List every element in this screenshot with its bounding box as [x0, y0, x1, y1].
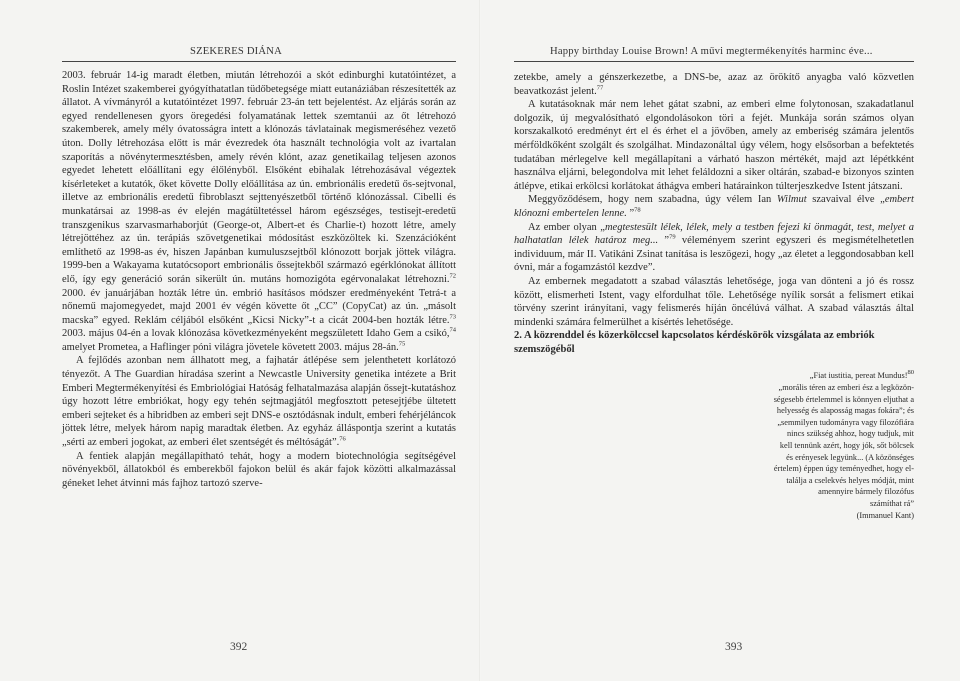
- right-p4-mid: ”: [658, 235, 670, 247]
- right-running-head: Happy birthday Louise Brown! A művi megtermékenyítés harminc éve...: [550, 46, 873, 57]
- right-paragraph-5: Az embernek megadatott a szabad választás lehetősége, joga van dönteni a jó és rossz között, elismerheti Istent, vagy elfordulhat tőle. Lehetősége nyílik sorsát a felismert etikai törvény szerint irányítani, vagy felismerés híján öncélúvá válhat. A szabad választás által mindenki számára felmerülhet a kísértés lehetősége.: [514, 275, 914, 328]
- footnote-ref-72: 72: [449, 272, 456, 280]
- left-p1-text-4: amelyet Prometea, a Haflinger póni világra jövetele követett 2003. május 28-án.: [62, 341, 399, 353]
- left-p3-text: A fentiek alapján megállapítható tehát, hogy a modern biotechnológia segítségével növényekből, állatokból és emberekből fajokon belül és akár fajok közötti alkalmazással géneket lehet átvinni más fajhoz tartozó szerve-: [62, 450, 456, 489]
- soul-quote: megtestesült lélek, lélek, mely a testben fejezi ki önmagát, test, melyet a halhatatlan lélek határoz meg...: [514, 221, 914, 247]
- left-header-rule: [62, 61, 456, 62]
- motto-line: „morális téren az emberi ész a legközön-: [778, 383, 914, 393]
- footnote-ref-77: 77: [596, 84, 604, 92]
- left-running-head: SZEKERES DIÁNA: [190, 46, 282, 57]
- right-body-text: [514, 71, 914, 521]
- footnote-ref-79: 79: [669, 233, 676, 241]
- kant-motto: [514, 370, 914, 521]
- footnote-ref-80: 80: [907, 369, 914, 377]
- footnote-ref-78: 78: [634, 206, 641, 214]
- right-header-rule: [514, 61, 914, 62]
- left-p2-text: A fejlődés azonban nem állhatott meg, a fajhatár átlépése sem jelenthetett korlátozó tényezőt. A The Guardian híradása szerint a Newcastle University genetika intézete a Brit Emberi Megtermékenyítési és Embriológiai Hatóság felhatalmazása alapján őssejt-kutatáshoz úgy hozott létre embriókat, hogy egy tehén sejtmagjától megfosztott petesejtjébe ültetett emberi sejteket és a hibridben az emberi sejt DNS-e osztódásnak indult, emberi fehérjéláncok jöttek létre, melyek három napig maradtak életben. Az egyház álláspontja szerint a kutatás „sérti az emberi jogokat, az emberi élet szentségét és méltóságát”.: [62, 355, 456, 449]
- section-heading: 2. A közrenddel és közerkölccsel kapcsolatos kérdéskörök vizsgálata az embriók szemszögéből: [514, 330, 875, 355]
- motto-line: találja a cselekvés helyes módját, mint: [786, 475, 914, 485]
- left-paragraph-2: [62, 354, 456, 449]
- left-body-text: [62, 69, 456, 490]
- left-p1-text: 2003. február 14-ig maradt életben, miután létrehozói a skót edinburghi kutatóintézet, a Roslin Intézet szakemberei gyógyíthatatlan tüdőbetegsége miatt eutanáziában részesítették az állatot. A vívmányról a kutatóintézet 1997. február 23-án tett bejelentést. Az eljárás során az egyed rendellenesen gyors öregedési folyamatának lettek szemtanúi az őt létrehozó szakemberek, amely mély óvatosságra intett a klónozás távlatainak megismeréséhez vezető úton. Dolly létrehozása előtt is már évezredek óta használt technológia volt az ivartalan szaporítás a növénytermesztésben, amely révén klónt, azaz genetikailag teljesen azonos egyedet lehetett előállítani egy élőlényből. Elsőként ebihalak létrehozásával végeztek kísérleteket a kutatók, őket követte Dolly előállítása az ún. embrionális eredetű ős-sejtvonal, illetve az embrionális eredetű fibroblaszt sejttenyészetből történő klónozással. Cibelli és munkatársai az 1998-as év elején magátültetéssel három egészséges, testisejt-eredetű transzgenikus szarvasmarhaborjút (George-ot, Albert-et és Charlie-t) hozott létre, amely létrejöttéhez az ún. terápiás szövetgenetikai módosítást eszközöltek ki. Szenzációként említhető az 1998-as év, hiszen Japánban kumuluszsejtből klónozott borjak jöttek világra. 1999-ben a Wakayama kutatócsoport embrionális őssejtekből származó egérklónokat állított elő, így egy generáció során sikerült ún. mutáns homozigóta egérvonalakat létrehozni.: [62, 70, 456, 285]
- right-p4-pre: Az ember olyan „: [528, 221, 605, 233]
- motto-line: helyesség és alaposság magas fokára”; és: [776, 406, 914, 416]
- right-p3-pre: Meggyőződésem, hogy nem szabadna, úgy vélem Ian: [528, 194, 777, 206]
- wilmut-quote: embert klónozni embertelen lenne.: [514, 194, 914, 219]
- right-paragraph-1: [514, 71, 914, 98]
- motto-line: nincs szükség ahhoz, hogy tudjuk, mit: [787, 429, 914, 439]
- right-paragraph-2: A kutatásoknak már nem lehet gátat szabni, az emberi elme folytonosan, szakadatlanul dolgozik, új megvalósítható elgondolásokon töri a fejét. Munkája során számos olyan korszakalkotó eredményt ért el és érhet el a jövőben, amely az emberiség számára jelentős mérföldkőként szolgált és szolgálhat. Mindazonáltal úgy vélem, hogy elsősorban a befektetés tudatában mérlegelve kell megállapítani a várható haszon mértékét, majd azt lépétkként használva eljárni, belegondolva mit lehet feláldozni a siker oltárán, szabad-e bizonyos szinten átlépve, etikai erkölcsi korlátokat áthágva emberi határainkon túlterjeszkedve Istent játszani.: [514, 99, 914, 192]
- right-paragraph-3: [514, 193, 914, 220]
- left-p1-text-2: 2000. év januárjában hozták létre ún. embrió hasításos módszer eredményeként Tetrá-t a nőnemű majomegyedet, majd 2001 év végén követte őt „CC” (CopyCat) az ún. „másolt macska” egyed. Reklám céljából elsőként „Kicsi Nicky”-t a cicát 2004-ben hozták létre.: [62, 287, 456, 326]
- footnote-ref-76: 76: [339, 435, 346, 443]
- left-page-number: 392: [230, 641, 248, 653]
- right-page: [480, 0, 960, 681]
- motto-line: számíthat rá”: [870, 499, 914, 508]
- right-p1-text: zetekbe, amely a génszerkezetbe, a DNS-be, azaz az örökítő anyagba való közvetlen beavatkozást jelent.: [514, 72, 914, 97]
- right-page-number: 393: [725, 641, 743, 653]
- right-p3-mid: szavaival élve „: [806, 194, 885, 206]
- author-name-wilmut: Wilmut: [776, 194, 807, 206]
- motto-line: [764, 370, 914, 382]
- motto-line: ségesebb értelemmel is könnyen eljuthat a: [773, 394, 914, 404]
- motto-author: (Immanuel Kant): [856, 510, 914, 520]
- left-p1-text-3: 2003. május 04-én a lovak klónozása következményeként megszületett Idaho Gem a csikó,: [62, 328, 450, 340]
- left-paragraph-1: [62, 69, 456, 354]
- motto-line: „semmilyen tudományra vagy filozófiára: [777, 417, 914, 427]
- motto-line: kell tennünk azért, hogy jók, sőt bölcsek: [779, 441, 914, 451]
- footnote-ref-75: 75: [398, 340, 406, 348]
- motto-line: amennyire bármely filozófus: [818, 487, 914, 497]
- footnote-ref-74: 74: [449, 326, 456, 334]
- motto-line: és erényesek legyünk... (A közönséges értelem) éppen úgy teményedhet, hogy el-: [773, 452, 914, 474]
- right-paragraph-4: [514, 221, 914, 275]
- motto-line-text: „Fiat iustitia, pereat Mundus!: [809, 371, 908, 381]
- right-p3-post: ”: [626, 207, 635, 219]
- right-p4-post: véleményem szerint egyszeri és megismételhetetlen individuum, már II. Vatikáni Zsinat tanítása is leszögezi, hogy „az életet a leggondosabban kell óvni, már a fogamzástól kezdve”.: [514, 235, 915, 274]
- left-paragraph-3: [62, 450, 456, 491]
- footnote-ref-73: 73: [449, 313, 456, 321]
